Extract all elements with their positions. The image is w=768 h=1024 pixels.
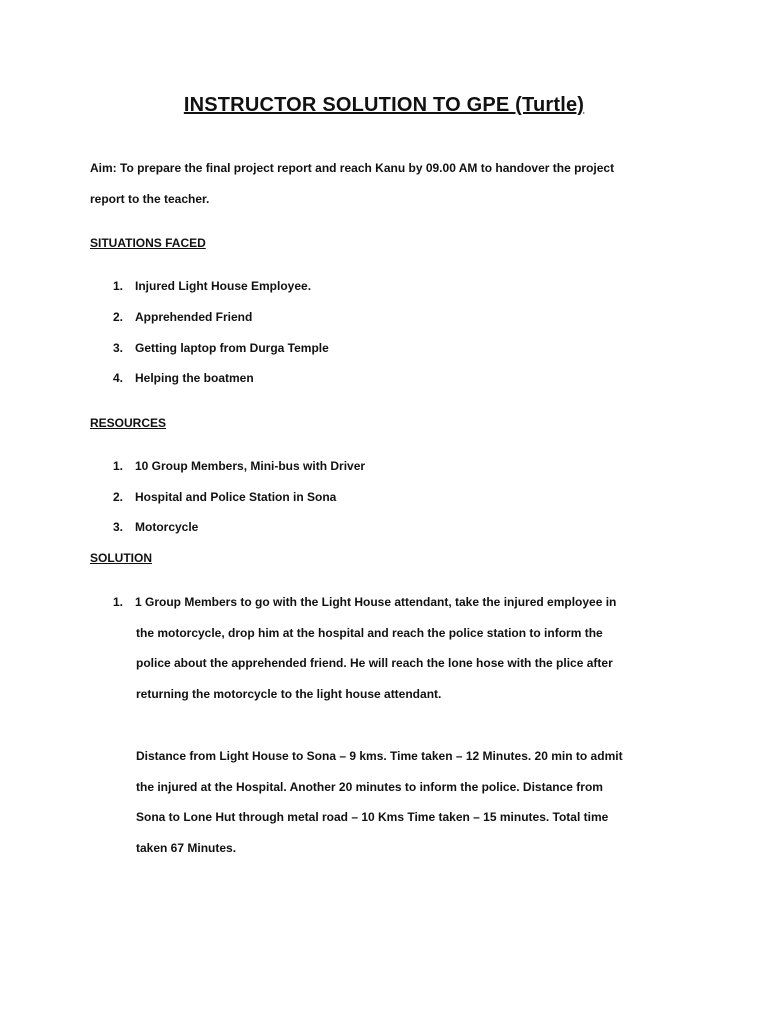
- document-title: INSTRUCTOR SOLUTION TO GPE (Turtle): [183, 94, 585, 116]
- list-item: [113, 519, 198, 535]
- list-item: [113, 278, 311, 294]
- resources-heading: RESOURCES: [90, 416, 167, 430]
- distance-line-2: the injured at the Hospital. Another 20 minutes to inform the police. Distance from: [136, 780, 603, 794]
- list-item-number: 3.: [113, 520, 124, 534]
- list-item: [113, 309, 252, 325]
- list-item-number: 3.: [113, 341, 124, 355]
- list-item-number: 1.: [113, 279, 124, 293]
- distance-line-4: taken 67 Minutes.: [136, 841, 237, 855]
- solution-item: [113, 594, 616, 610]
- list-item-number: 1.: [113, 459, 124, 473]
- list-item-number: 1.: [113, 595, 124, 609]
- list-item-number: 2.: [113, 310, 124, 324]
- distance-line-3: Sona to Lone Hut through metal road – 10 Kms Time taken – 15 minutes. Total time: [136, 810, 609, 824]
- list-item-text: Injured Light House Employee.: [135, 279, 312, 293]
- list-item: [113, 340, 329, 356]
- list-item-text: Helping the boatmen: [135, 371, 254, 385]
- list-item-text: 10 Group Members, Mini-bus with Driver: [135, 459, 366, 473]
- aim-line-1: Aim: To prepare the final project report and reach Kanu by 09.00 AM to handover the project: [90, 161, 615, 175]
- solution-line-4: returning the motorcycle to the light house attendant.: [136, 687, 442, 701]
- solution-line-2: the motorcycle, drop him at the hospital and reach the police station to inform the: [136, 626, 603, 640]
- list-item-text: Motorcycle: [135, 520, 199, 534]
- list-item: [113, 370, 254, 386]
- list-item: [113, 489, 336, 505]
- distance-line-1: Distance from Light House to Sona – 9 kms. Time taken – 12 Minutes. 20 min to admit: [136, 749, 623, 763]
- solution-line-1: 1 Group Members to go with the Light House attendant, take the injured employee in: [135, 595, 617, 609]
- aim-line-2: report to the teacher.: [90, 192, 210, 206]
- list-item-number: 2.: [113, 490, 124, 504]
- solution-line-3: police about the apprehended friend. He will reach the lone hose with the plice after: [136, 656, 613, 670]
- list-item-text: Getting laptop from Durga Temple: [135, 341, 329, 355]
- situations-heading: SITUATIONS FACED: [90, 236, 206, 250]
- solution-heading: SOLUTION: [90, 551, 152, 565]
- list-item-number: 4.: [113, 371, 124, 385]
- list-item-text: Apprehended Friend: [135, 310, 253, 324]
- list-item: [113, 458, 365, 474]
- list-item-text: Hospital and Police Station in Sona: [135, 490, 337, 504]
